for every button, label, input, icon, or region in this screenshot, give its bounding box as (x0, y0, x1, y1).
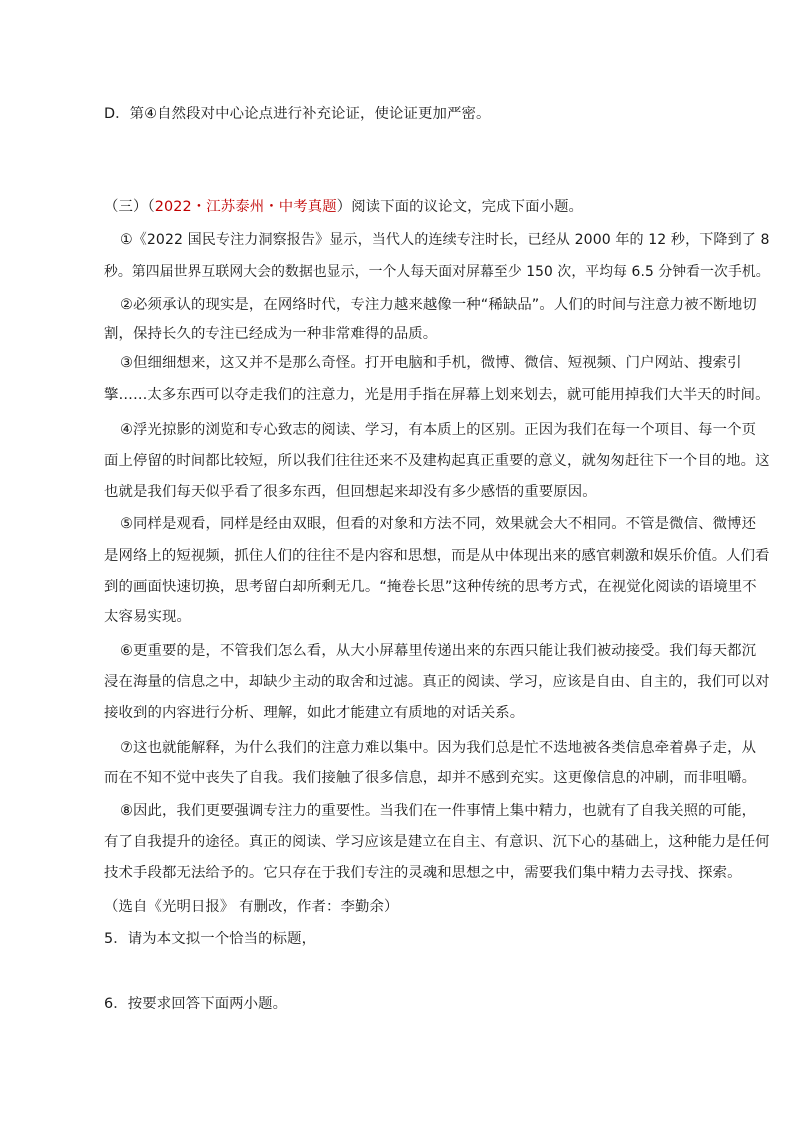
paragraph-line: 技术手段都无法给予的。它只存在于我们专注的灵魂和思想之中，需要我们集中精力去寻找、探索。 (104, 865, 742, 881)
question-5: 5．请为本文拟一个恰当的标题， (104, 931, 317, 947)
paragraph-line: ③但细细想来，这又并不是那么奇怪。打开电脑和手机，微博、微信、短视频、门户网站、搜索引 (120, 355, 742, 371)
section-header-suffix: ）阅读下面的议论文，完成下面小题。 (336, 199, 584, 215)
paragraph-line: 面上停留的时间都比较短，所以我们往往还来不及建构起真正重要的意义，就匆匆赶往下一个目的地。这 (104, 453, 770, 469)
paragraph-line: ④浮光掠影的浏览和专心致志的阅读、学习，有本质上的区别。正因为我们在每一个项目、每一个页 (120, 422, 757, 438)
paragraph-line: 太容易实现。 (104, 609, 191, 625)
section-header-prefix: （三）（ (104, 199, 155, 215)
paragraph-line: ①《2022 国民专注力洞察报告》显示，当代人的连续专注时长，已经从 2000 年的 12 秒，下降到了 8 (120, 232, 770, 248)
option-d: D．第④自然段对中心论点进行补充论证，使论证更加严密。 (104, 106, 491, 122)
paragraph-line: 割，保持长久的专注已经成为一种非常难得的品质。 (104, 326, 438, 342)
paragraph-line: ②必须承认的现实是，在网络时代，专注力越来越像一种“稀缺品”。人们的时间与注意力被不断地切 (120, 297, 757, 313)
section-header (104, 197, 583, 217)
paragraph-line: 有了自我提升的途径。真正的阅读、学习应该是建立在自主、有意识、沉下心的基础上，这种能力是任何 (104, 834, 770, 850)
paragraph-line: 也就是我们每天似乎看了很多东西，但回想起来却没有多少感悟的重要原因。 (104, 484, 597, 500)
paragraph-line: 浸在海量的信息之中，却缺少主动的取舍和过滤。真正的阅读、学习，应该是自由、自主的，我们可以对 (104, 674, 770, 690)
section-source: 2022・江苏泰州・中考真题 (154, 199, 337, 215)
paragraph-line: ⑥更重要的是，不管我们怎么看，从大小屏幕里传递出来的东西只能让我们被动接受。我们每天都沉 (120, 643, 757, 659)
source-note: （选自《光明日报》 有删改，作者：李勤余） (104, 899, 399, 915)
question-6: 6．按要求回答下面两小题。 (104, 996, 288, 1012)
paragraph-line: 擎……太多东西可以夺走我们的注意力，光是用手指在屏幕上划来划去，就可能用掉我们大半天的时间。 (104, 387, 770, 403)
paragraph-line: 接收到的内容进行分析、理解，如此才能建立有质地的对话关系。 (104, 705, 525, 721)
paragraph-line: ⑧因此，我们更要强调专注力的重要性。当我们在一件事情上集中精力，也就有了自我关照的可能， (120, 803, 757, 819)
paragraph-line: 是网络上的短视频，抓住人们的往往不是内容和思想，而是从中体现出来的感官刺激和娱乐价值。人们看 (104, 548, 770, 564)
paragraph-line: 而在不知不觉中丧失了自我。我们接触了很多信息，却并不感到充实。这更像信息的冲刷，而非咀嚼。 (104, 770, 757, 786)
paragraph-line: 到的画面快速切换，思考留白却所剩无几。“掩卷长思”这种传统的思考方式，在视觉化阅读的语境里不 (104, 579, 757, 595)
paragraph-line: ⑦这也就能解释，为什么我们的注意力难以集中。因为我们总是忙不迭地被各类信息牵着鼻子走，从 (120, 740, 757, 756)
paragraph-line: ⑤同样是观看，同样是经由双眼，但看的对象和方法不同，效果就会大不相同。不管是微信、微博还 (120, 516, 757, 532)
paragraph-line: 秒。第四届世界互联网大会的数据也显示，一个人每天面对屏幕至少 150 次，平均每 6.5 分钟看一次手机。 (104, 264, 770, 280)
